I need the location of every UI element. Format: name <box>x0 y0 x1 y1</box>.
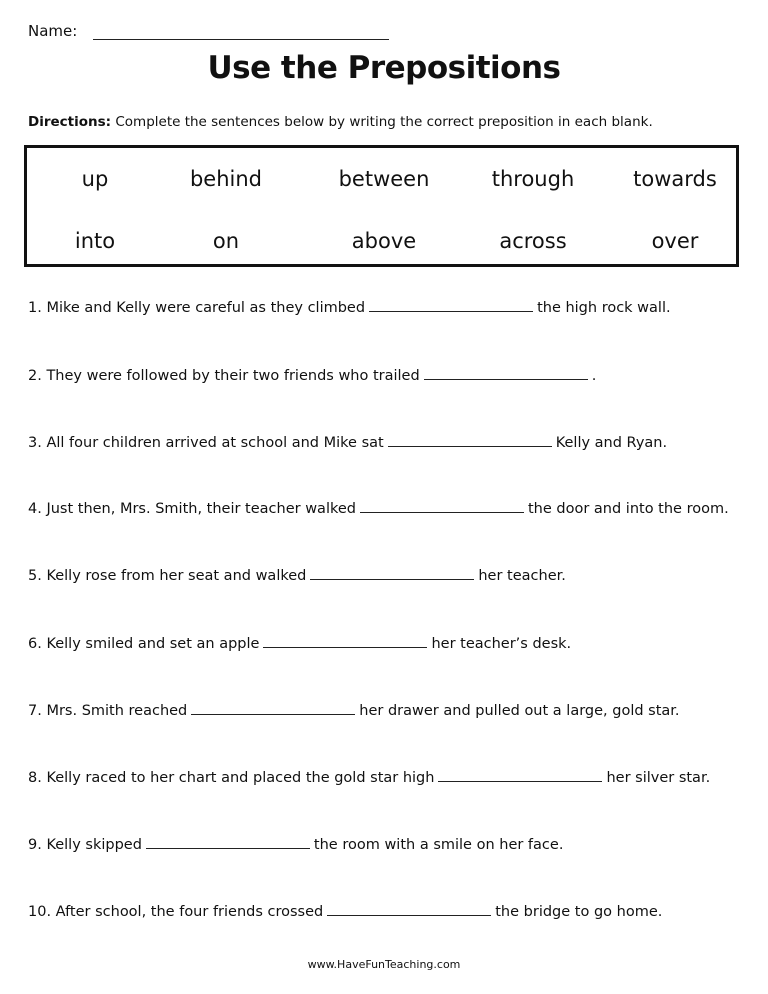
word-bank-item: between <box>338 167 430 191</box>
sentence-6 <box>28 635 571 652</box>
sentence-text: 10. After school, the four friends crossed <box>28 904 324 920</box>
sentence-text: 4. Just then, Mrs. Smith, their teacher walked <box>28 501 356 517</box>
word-bank-item: above <box>351 229 417 253</box>
word-bank-item: through <box>491 167 575 191</box>
answer-blank[interactable] <box>438 769 602 782</box>
sentence-text: Kelly and Ryan. <box>555 435 668 451</box>
sentence-1 <box>28 299 671 316</box>
sentence-text: her teacher. <box>478 568 566 584</box>
sentence-text: her teacher’s desk. <box>431 636 572 652</box>
word-bank-item: into <box>74 229 116 253</box>
sentence-text: the door and into the room. <box>527 501 729 517</box>
sentence-text: 9. Kelly skipped <box>28 837 142 853</box>
word-bank-item: behind <box>189 167 263 191</box>
answer-blank[interactable] <box>360 500 524 513</box>
sentence-7 <box>28 702 680 719</box>
answer-blank[interactable] <box>327 903 491 916</box>
page-title: Use the Prepositions <box>207 50 561 86</box>
sentence-10 <box>28 903 662 920</box>
sentence-text: 5. Kelly rose from her seat and walked <box>28 568 307 584</box>
sentence-text: 8. Kelly raced to her chart and placed the gold star high <box>28 770 435 786</box>
directions-label: Directions: <box>28 114 112 130</box>
answer-blank[interactable] <box>369 299 533 312</box>
word-bank-item: across <box>499 229 567 253</box>
sentence-text: the room with a smile on her face. <box>313 837 564 853</box>
name-row <box>28 22 389 40</box>
directions <box>28 114 653 130</box>
word-bank-item: towards <box>633 167 717 191</box>
sentence-2 <box>28 367 596 384</box>
sentence-text: 6. Kelly smiled and set an apple <box>28 636 260 652</box>
answer-blank[interactable] <box>263 635 427 648</box>
sentence-3 <box>28 434 667 451</box>
sentence-5 <box>28 567 566 584</box>
sentence-text: . <box>591 368 597 384</box>
sentence-text: her silver star. <box>606 770 711 786</box>
sentence-4 <box>28 500 729 517</box>
sentence-9 <box>28 836 563 853</box>
footer-url: www.HaveFunTeaching.com <box>307 958 461 971</box>
word-bank-item: on <box>212 229 240 253</box>
sentence-text: 3. All four children arrived at school and Mike sat <box>28 435 384 451</box>
word-bank-item: up <box>81 167 109 191</box>
sentence-text: 1. Mike and Kelly were careful as they climbed <box>28 300 366 316</box>
answer-blank[interactable] <box>191 702 355 715</box>
word-bank-item: over <box>651 229 699 253</box>
directions-text: Complete the sentences below by writing the correct preposition in each blank. <box>111 114 653 130</box>
answer-blank[interactable] <box>146 836 310 849</box>
word-bank <box>24 145 739 267</box>
sentence-text: 2. They were followed by their two friends who trailed <box>28 368 420 384</box>
sentence-text: the high rock wall. <box>537 300 671 316</box>
answer-blank[interactable] <box>424 367 588 380</box>
name-label: Name: <box>28 22 78 40</box>
sentence-8 <box>28 769 710 786</box>
answer-blank[interactable] <box>310 567 474 580</box>
sentence-text: 7. Mrs. Smith reached <box>28 703 188 719</box>
sentence-text: her drawer and pulled out a large, gold star. <box>359 703 680 719</box>
answer-blank[interactable] <box>388 434 552 447</box>
name-blank[interactable] <box>93 25 389 40</box>
sentence-text: the bridge to go home. <box>495 904 663 920</box>
